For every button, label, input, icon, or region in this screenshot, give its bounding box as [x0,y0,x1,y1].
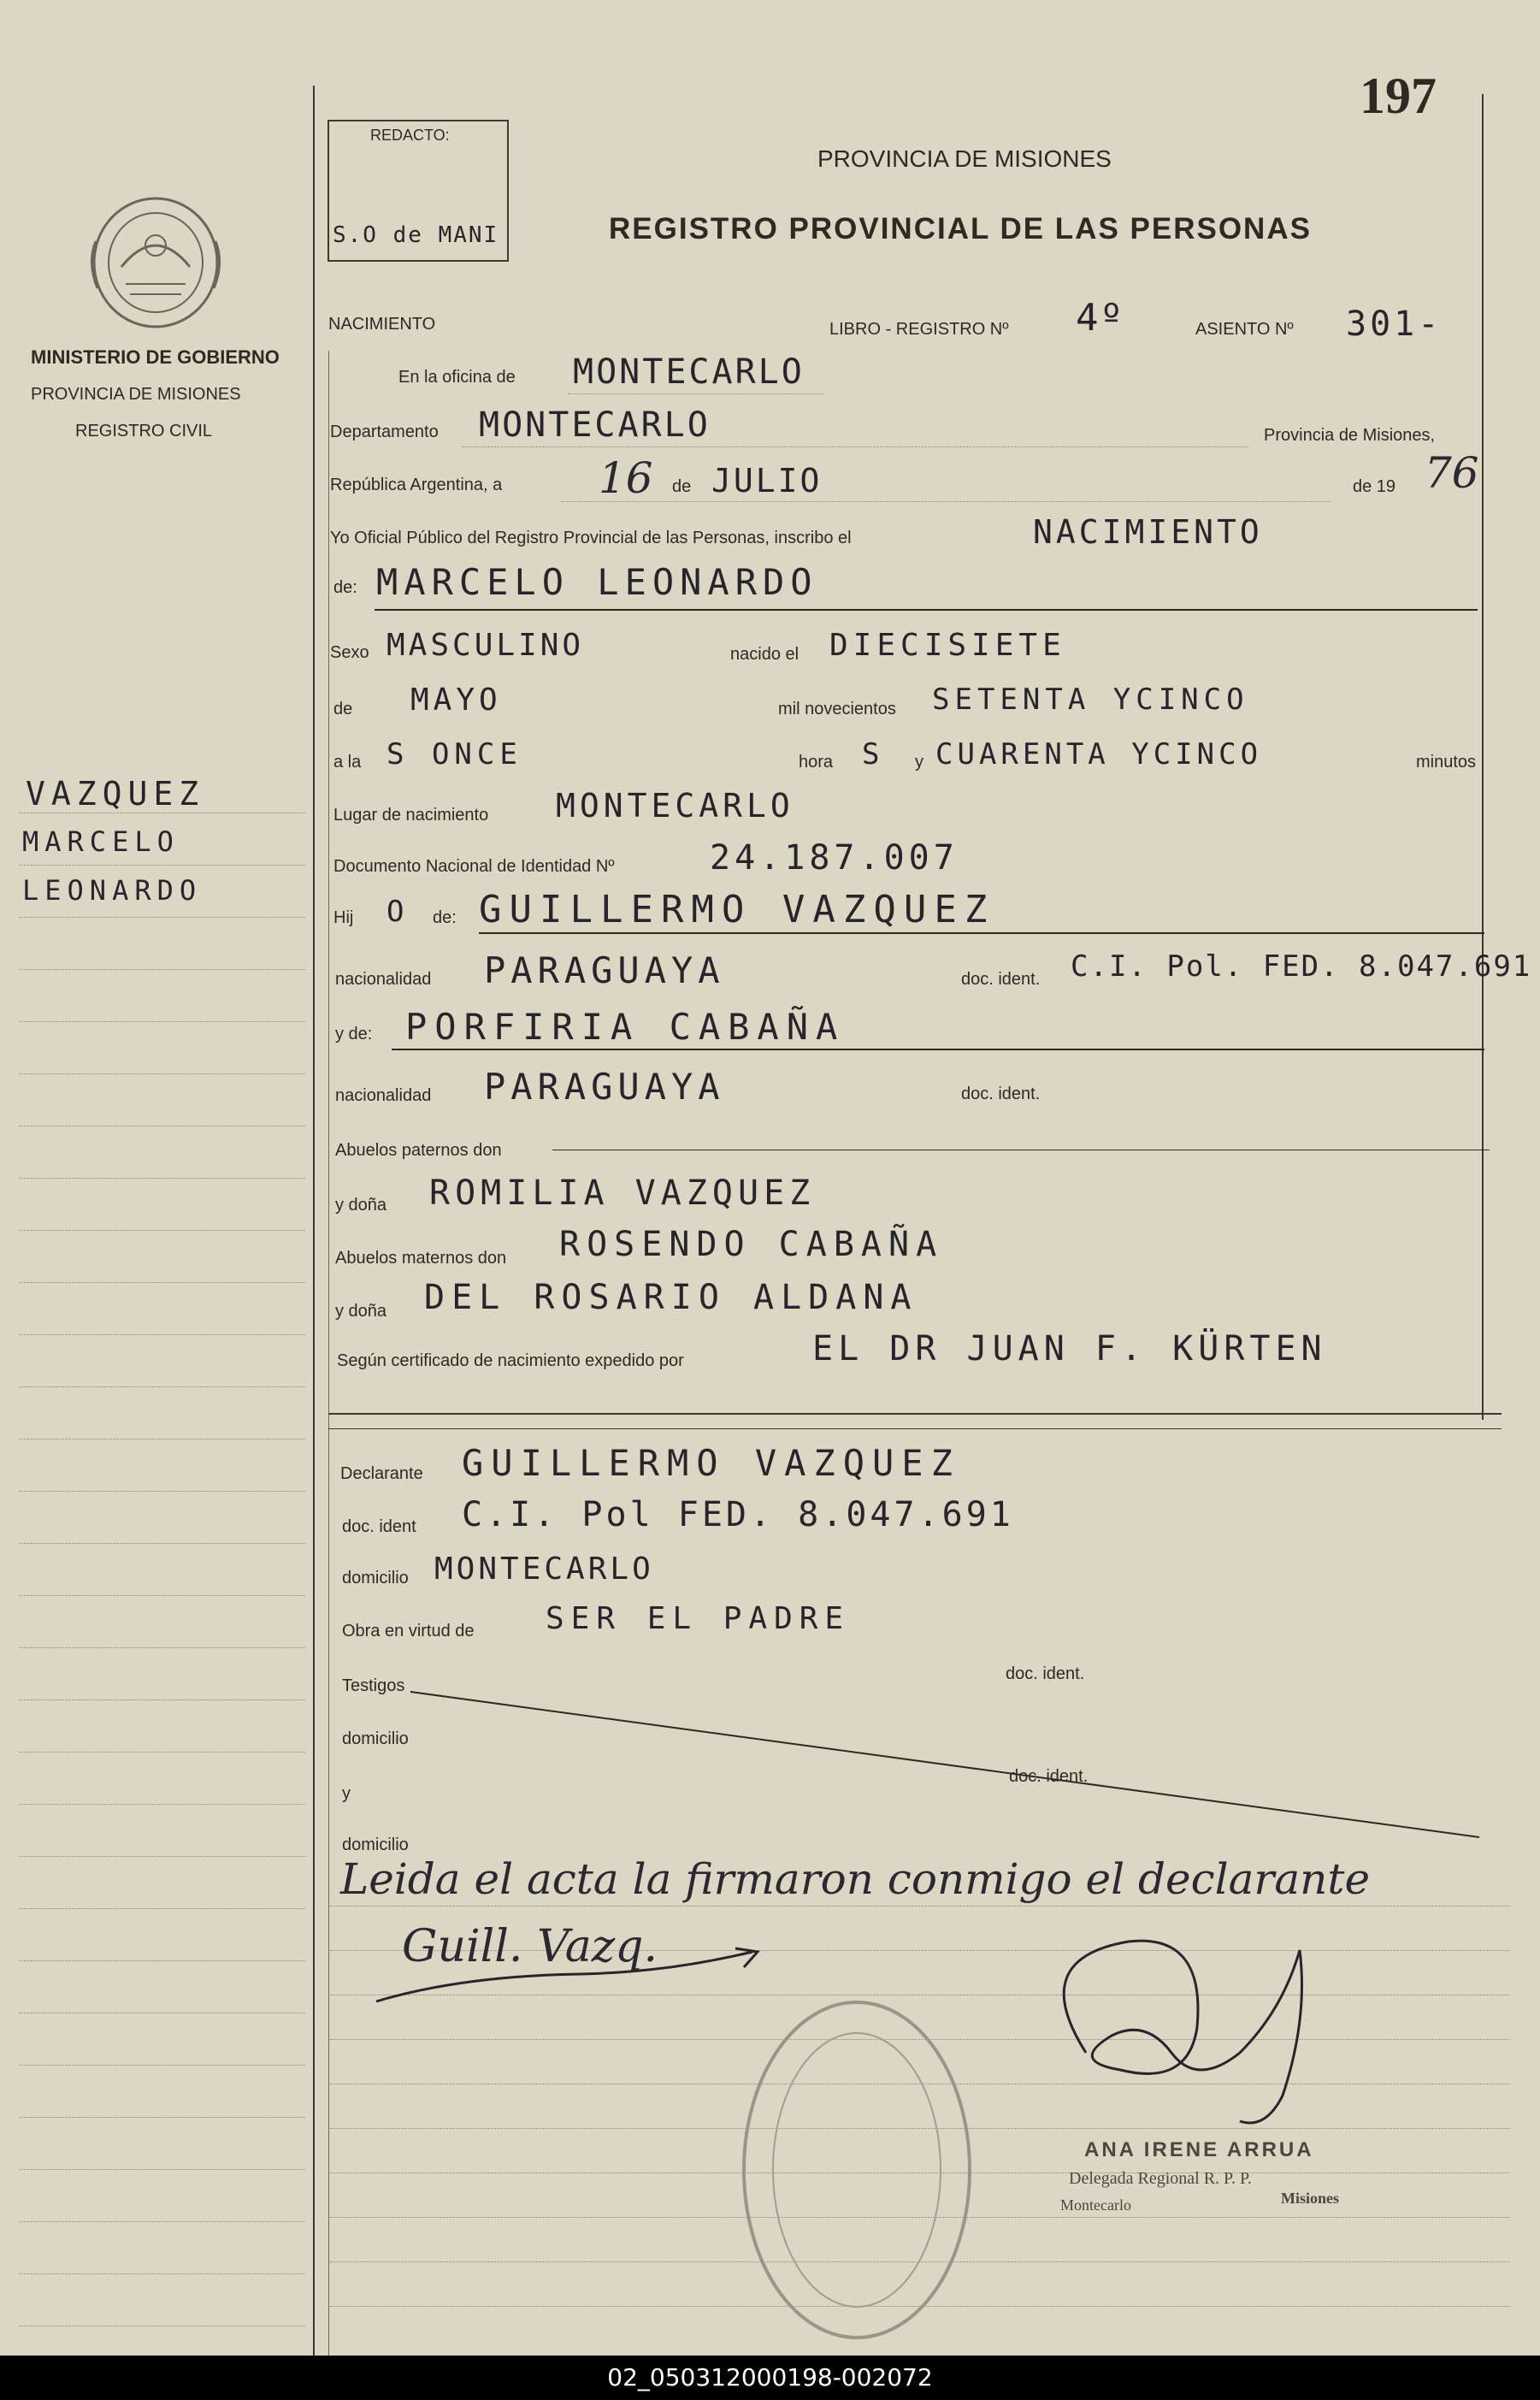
margin-ruled-line [19,1543,305,1544]
inscribo-value: NACIMIENTO [1033,513,1263,551]
coat-of-arms-icon [87,190,224,335]
libro-label: LIBRO - REGISTRO Nº [829,320,1009,339]
departamento-value: MONTECARLO [479,405,711,445]
margin-ruled-line [19,1021,305,1022]
y-de-label: y de: [335,1025,373,1043]
margin-ruled-line [19,1386,305,1387]
record-type-label: NACIMIENTO [328,315,436,334]
de-person-label: de: [333,578,357,597]
page-number: 197 [1360,68,1437,124]
official-stamp-town: Montecarlo [1060,2196,1131,2214]
testigos-domicilio-label: domicilio [342,1729,409,1748]
birth-month: MAYO [410,683,502,718]
father-nationality: PARAGUAYA [484,949,725,991]
section-divider [328,1413,1502,1415]
de2-label: de [333,700,353,718]
maternal-grandmother: DEL ROSARIO ALDANA [424,1278,918,1317]
oficina-value: MONTECARLO [573,352,805,392]
margin-ruled-line [19,865,305,866]
alas-value: S ONCE [386,737,522,771]
hijo-label: Hij [333,908,354,927]
margin-ruled-line [19,1491,305,1492]
margin-ruled-line [19,2117,305,2118]
official-stamp-title: Delegada Regional R. P. P. [1069,2169,1252,2188]
testigos-domicilio2-label: domicilio [342,1835,409,1854]
year-value: 76 [1425,448,1479,498]
declarant-domicilio-label: domicilio [342,1569,409,1587]
minutos-label: minutos [1416,753,1477,771]
father-doc-label: doc. ident. [961,970,1041,989]
margin-ruled-line [19,1334,305,1335]
testigos-doc-label: doc. ident. [1006,1664,1085,1683]
abuelos-maternos-label: Abuelos maternos don [335,1249,507,1268]
sexo-label: Sexo [330,643,369,662]
mother-name: PORFIRIA CABAÑA [405,1006,846,1048]
minutos-value: CUARENTA YCINCO [935,737,1263,771]
father-nationality-label: nacionalidad [335,970,432,989]
mil-label: mil novecientos [778,700,896,718]
margin-ruled-line [19,1647,305,1648]
hora-label: hora [799,753,834,771]
declarant-signature: Guill. Vazq. [402,1921,658,1972]
margin-surname: VAZQUEZ [26,775,205,813]
lugar-label: Lugar de nacimiento [333,806,489,825]
header-province: PROVINCIA DE MISIONES [817,145,1112,172]
obra-value: SER EL PADRE [546,1601,851,1636]
oficina-label: En la oficina de [398,368,516,387]
declarant-domicilio-value: MONTECARLO [434,1552,654,1587]
asiento-label: ASIENTO Nº [1195,320,1294,339]
lugar-value: MONTECARLO [556,787,794,825]
father-name: GUILLERMO VAZQUEZ [479,888,995,931]
certificado-value: EL DR JUAN F. KÜRTEN [812,1329,1327,1368]
testigos-label: Testigos [342,1676,405,1695]
dni-label: Documento Nacional de Identidad Nº [333,857,615,876]
margin-ruled-line [19,1282,305,1283]
obra-label: Obra en virtud de [342,1622,475,1640]
ministry-label: MINISTERIO DE GOBIERNO [31,346,280,368]
official-signature [1026,1924,1368,2138]
republica-label: República Argentina, a [330,476,503,494]
mother-doc-label: doc. ident. [961,1085,1041,1103]
registro-civil-label: REGISTRO CIVIL [75,422,213,440]
margin-ruled-line [19,1908,305,1909]
left-border [313,86,315,2356]
y-label: y [915,753,923,771]
margin-ruled-line [19,2221,305,2222]
image-id-footer: 02_050312000198-002072 [0,2356,1540,2400]
margin-ruled-line [19,969,305,970]
testigos-y-label: y [342,1784,351,1803]
sexo-value: MASCULINO [386,628,585,663]
margin-ruled-line [19,1960,305,1961]
sidebar-province-label: PROVINCIA DE MISIONES [31,385,241,404]
libro-value: 4º [1076,296,1124,340]
right-border [1482,94,1484,1420]
paternal-y-dona-label: y doña [335,1196,387,1215]
margin-ruled-line [19,1230,305,1231]
hora-value: S [862,737,886,771]
year-label: de 19 [1353,477,1396,496]
alas-label: a la [333,753,362,771]
declarant-doc-label: doc. ident [342,1517,416,1536]
departamento-label: Departamento [330,423,439,441]
oficial-text: Yo Oficial Público del Registro Provincial de las Personas, inscribo el [330,529,852,547]
nacido-label: nacido el [730,645,800,664]
margin-ruled-line [19,1073,305,1074]
testigos-doc2-label: doc. ident. [1009,1767,1089,1786]
mil-value: SETENTA YCINCO [932,683,1249,717]
official-stamp-province: Misiones [1281,2190,1340,2207]
maternal-y-dona-label: y doña [335,1302,387,1321]
nacido-value: DIECISIETE [829,628,1066,663]
redacto-value: S.O de MANI [333,222,499,248]
day-value: 16 [599,453,653,503]
person-name: MARCELO LEONARDO [376,561,818,603]
section-divider-2 [328,1428,1502,1429]
inner-left-border [328,351,329,2356]
testigos-strike-line [410,1682,1488,1844]
mother-nationality: PARAGUAYA [484,1066,725,1108]
de-label: de [672,477,692,496]
margin-ruled-line [19,1856,305,1857]
hijo-de-label: de: [433,908,457,927]
margin-ruled-line [19,1752,305,1753]
provincia-suffix: Provincia de Misiones, [1264,426,1436,445]
declarante-label: Declarante [340,1464,423,1483]
margin-ruled-line [19,2169,305,2170]
closing-text: Leida el acta la firmaron conmigo el declarante [340,1854,1371,1904]
declarante-value: GUILLERMO VAZQUEZ [462,1442,960,1484]
margin-ruled-line [19,1178,305,1179]
abuelos-paternos-label: Abuelos paternos don [335,1141,502,1160]
margin-ruled-line [19,1804,305,1805]
mother-nationality-label: nacionalidad [335,1086,432,1105]
redacto-label: REDACTO: [370,127,450,144]
dni-value: 24.187.007 [710,838,959,878]
margin-ruled-line [19,917,305,918]
certificado-label: Según certificado de nacimiento expedido por [337,1351,684,1370]
margin-first-name: MARCELO [22,825,180,858]
margin-ruled-line [19,2065,305,2066]
father-doc: C.I. Pol. FED. 8.047.691 [1071,949,1532,984]
paternal-grandmother: ROMILIA VAZQUEZ [429,1173,816,1213]
official-stamp-name: ANA IRENE ARRUA [1084,2138,1314,2161]
hijo-suffix: O [386,895,410,929]
margin-ruled-line [19,2273,305,2274]
margin-ruled-line [19,1595,305,1596]
month-value: JULIO [711,462,823,500]
asiento-value: 301- [1346,304,1443,344]
official-seal-icon [737,1995,977,2345]
maternal-grandfather: ROSENDO CABAÑA [559,1225,944,1264]
header-registry: REGISTRO PROVINCIAL DE LAS PERSONAS [609,212,1312,245]
signature-underline [359,1942,770,2010]
margin-middle-name: LEONARDO [22,874,203,907]
redacto-box [327,120,509,262]
declarant-doc-value: C.I. Pol FED. 8.047.691 [462,1495,1014,1534]
